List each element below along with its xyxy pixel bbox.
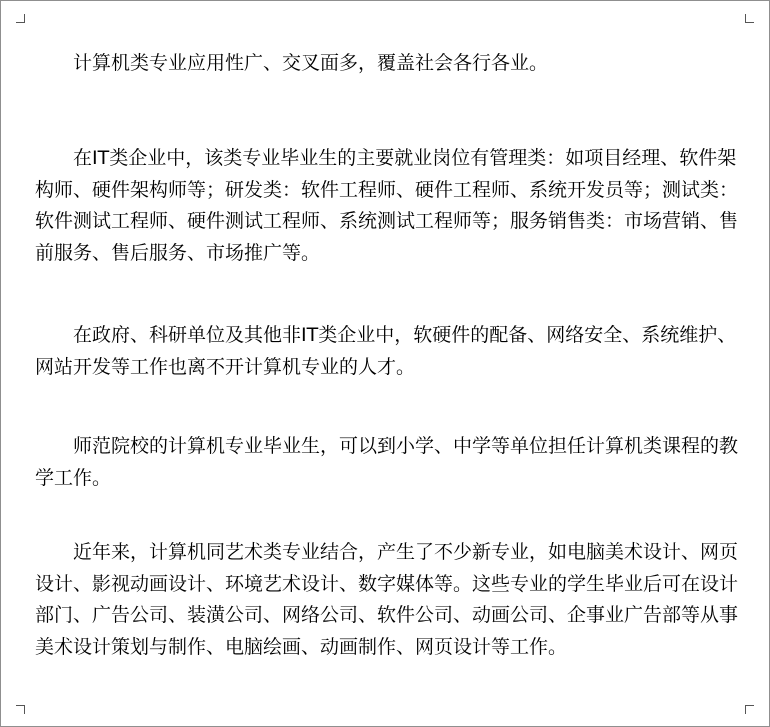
paragraph-overview: 计算机类专业应用性广、交叉面多，覆盖社会各行各业。 xyxy=(73,52,549,74)
top-left-crop-mark xyxy=(16,14,25,23)
paragraph-it-enterprise-jobs: 在IT类企业中，该类专业毕业生的主要就业岗位有管理类：如项目经理、软件架构师、硬件架构师等；研发类：软件工程师、硬件工程师、系统开发员等；测试类：软件测试工程师、硬件测试工程师、系统测试工程师等；服务销售类：市场营销、售前服务、售后服务、市场推广等。 xyxy=(35,147,739,264)
paragraph-government-research: 在政府、科研单位及其他非IT类企业中，软硬件的配备、网络安全、系统维护、网站开发等工作也离不开计算机专业的人才。 xyxy=(35,324,737,378)
bottom-right-crop-mark xyxy=(745,705,754,714)
top-right-crop-mark xyxy=(745,14,754,23)
paragraph-normal-university: 师范院校的计算机专业毕业生，可以到小学、中学等单位担任计算机类课程的教学工作。 xyxy=(35,435,739,489)
bottom-left-crop-mark xyxy=(16,705,25,714)
paragraph-art-combination: 近年来，计算机同艺术类专业结合，产生了不少新专业，如电脑美术设计、网页设计、影视动画设计、环境艺术设计、数字媒体等。这些专业的学生毕业后可在设计部门、广告公司、装潢公司、网络公司、软件公司、动画公司、企事业广告部等从事美术设计策划与制作、电脑绘画、动画制作、网页设计等工作。 xyxy=(35,541,739,658)
